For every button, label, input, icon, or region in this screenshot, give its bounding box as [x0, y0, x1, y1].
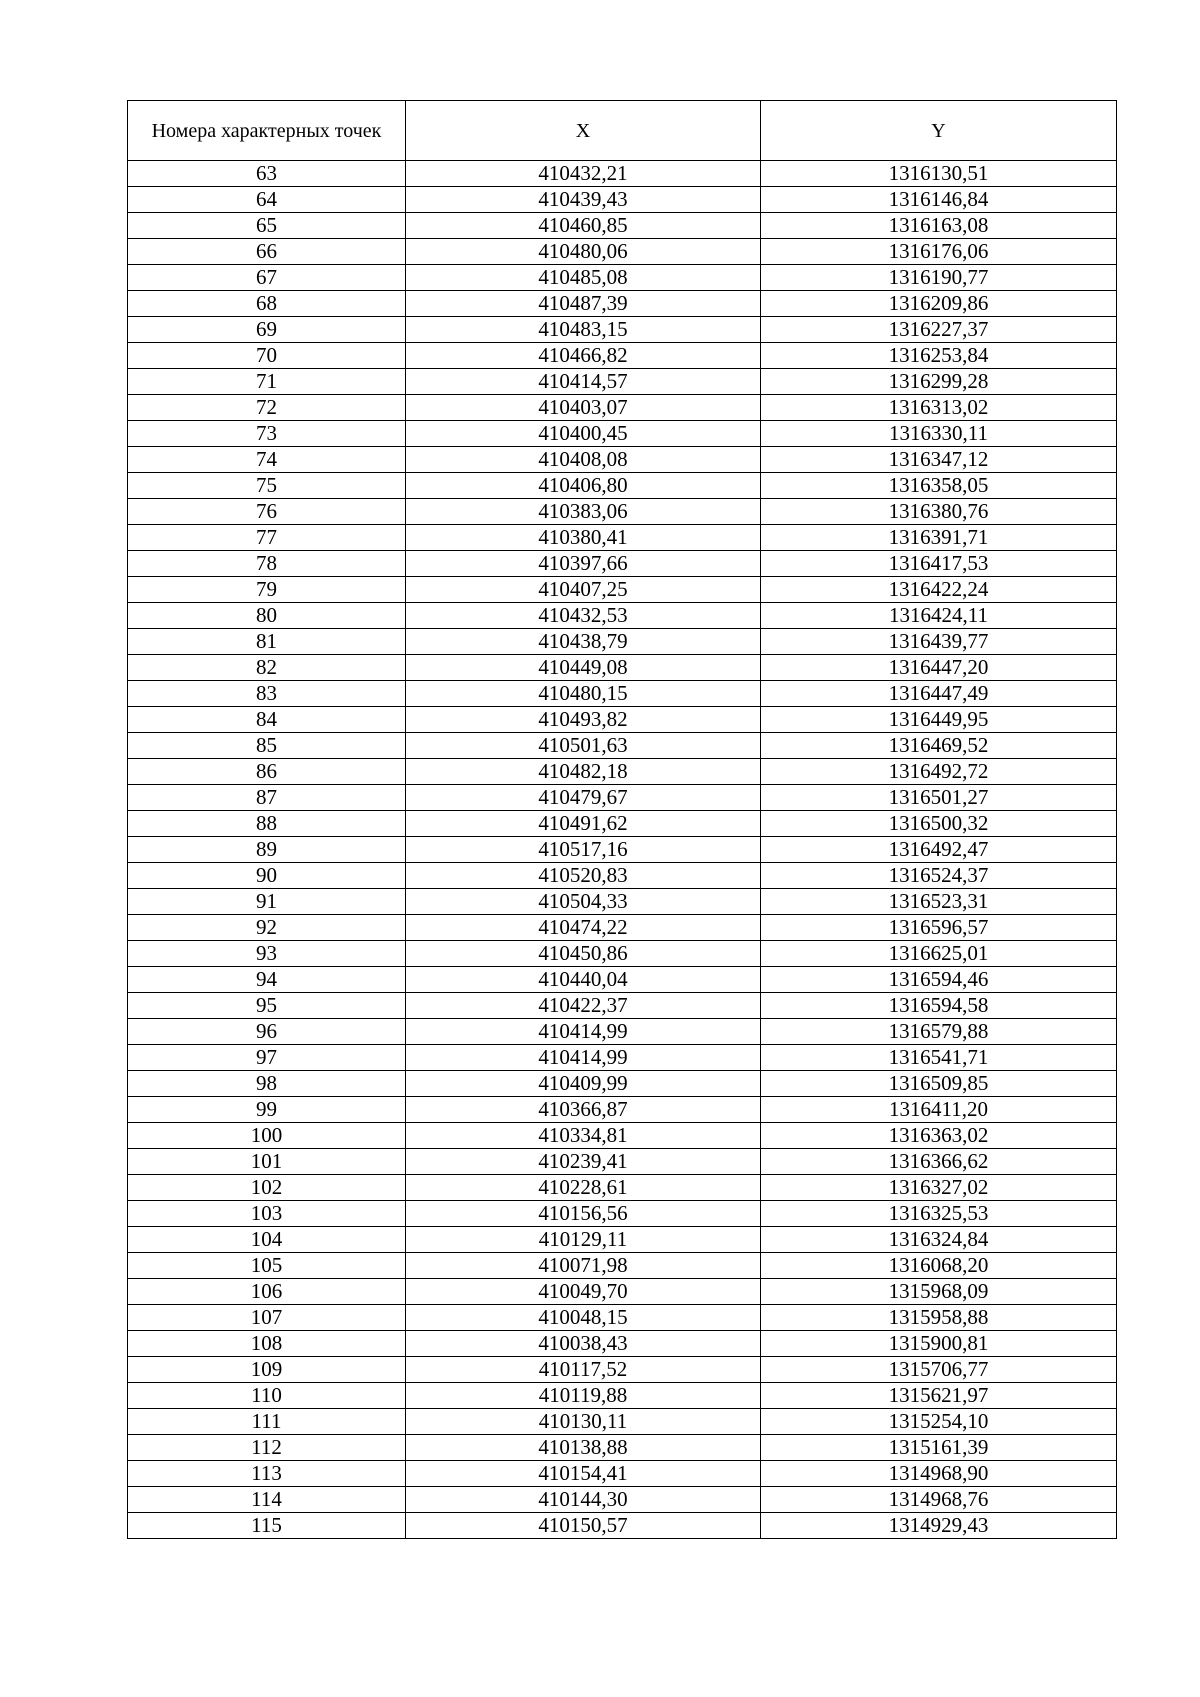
- point-number-cell: 102: [128, 1175, 406, 1201]
- point-number-cell: 85: [128, 733, 406, 759]
- table-row: [128, 759, 1117, 785]
- table-row: [128, 1279, 1117, 1305]
- x-coordinate-cell: 410440,04: [406, 967, 761, 993]
- y-coordinate-cell: 1316469,52: [761, 733, 1117, 759]
- x-coordinate-cell: 410449,08: [406, 655, 761, 681]
- y-coordinate-cell: 1315254,10: [761, 1409, 1117, 1435]
- table-row: [128, 1071, 1117, 1097]
- x-coordinate-cell: 410482,18: [406, 759, 761, 785]
- y-coordinate-cell: 1316363,02: [761, 1123, 1117, 1149]
- table-row: [128, 915, 1117, 941]
- table-row: [128, 733, 1117, 759]
- table-row: [128, 1357, 1117, 1383]
- x-coordinate-cell: 410154,41: [406, 1461, 761, 1487]
- table-row: [128, 447, 1117, 473]
- table-row: [128, 1201, 1117, 1227]
- x-coordinate-cell: 410414,99: [406, 1045, 761, 1071]
- y-coordinate-cell: 1316625,01: [761, 941, 1117, 967]
- table-row: [128, 369, 1117, 395]
- x-coordinate-cell: 410422,37: [406, 993, 761, 1019]
- table-row: [128, 473, 1117, 499]
- y-coordinate-cell: 1316068,20: [761, 1253, 1117, 1279]
- x-coordinate-cell: 410432,21: [406, 161, 761, 187]
- x-coordinate-cell: 410480,15: [406, 681, 761, 707]
- point-number-cell: 76: [128, 499, 406, 525]
- y-coordinate-cell: 1316509,85: [761, 1071, 1117, 1097]
- x-coordinate-cell: 410517,16: [406, 837, 761, 863]
- y-coordinate-cell: 1316523,31: [761, 889, 1117, 915]
- x-coordinate-cell: 410487,39: [406, 291, 761, 317]
- y-coordinate-cell: 1316501,27: [761, 785, 1117, 811]
- x-coordinate-cell: 410228,61: [406, 1175, 761, 1201]
- x-coordinate-cell: 410406,80: [406, 473, 761, 499]
- y-coordinate-cell: 1314929,43: [761, 1513, 1117, 1539]
- x-coordinate-cell: 410156,56: [406, 1201, 761, 1227]
- table-row: [128, 655, 1117, 681]
- table-row: [128, 1487, 1117, 1513]
- point-number-cell: 82: [128, 655, 406, 681]
- table-row: [128, 1227, 1117, 1253]
- point-number-cell: 108: [128, 1331, 406, 1357]
- header-row: [128, 101, 1117, 161]
- point-number-cell: 93: [128, 941, 406, 967]
- table-row: [128, 499, 1117, 525]
- table-row: [128, 863, 1117, 889]
- table-row: [128, 239, 1117, 265]
- x-coordinate-cell: 410048,15: [406, 1305, 761, 1331]
- table-row: [128, 577, 1117, 603]
- x-coordinate-cell: 410366,87: [406, 1097, 761, 1123]
- x-coordinate-cell: 410380,41: [406, 525, 761, 551]
- x-coordinate-cell: 410144,30: [406, 1487, 761, 1513]
- table-row: [128, 837, 1117, 863]
- y-coordinate-cell: 1316447,20: [761, 655, 1117, 681]
- x-coordinate-cell: 410520,83: [406, 863, 761, 889]
- point-number-cell: 72: [128, 395, 406, 421]
- table-row: [128, 1123, 1117, 1149]
- x-coordinate-cell: 410479,67: [406, 785, 761, 811]
- point-number-cell: 105: [128, 1253, 406, 1279]
- x-coordinate-cell: 410432,53: [406, 603, 761, 629]
- point-number-cell: 64: [128, 187, 406, 213]
- x-coordinate-cell: 410493,82: [406, 707, 761, 733]
- x-coordinate-cell: 410334,81: [406, 1123, 761, 1149]
- point-number-cell: 79: [128, 577, 406, 603]
- point-number-cell: 100: [128, 1123, 406, 1149]
- x-coordinate-cell: 410383,06: [406, 499, 761, 525]
- x-coordinate-cell: 410414,99: [406, 1019, 761, 1045]
- x-coordinate-cell: 410397,66: [406, 551, 761, 577]
- point-number-cell: 70: [128, 343, 406, 369]
- point-number-cell: 69: [128, 317, 406, 343]
- y-coordinate-cell: 1316227,37: [761, 317, 1117, 343]
- x-coordinate-cell: 410501,63: [406, 733, 761, 759]
- table-row: [128, 707, 1117, 733]
- y-coordinate-cell: 1316594,46: [761, 967, 1117, 993]
- table-row: [128, 551, 1117, 577]
- y-coordinate-cell: 1316325,53: [761, 1201, 1117, 1227]
- table-row: [128, 1149, 1117, 1175]
- table-row: [128, 1253, 1117, 1279]
- point-number-cell: 73: [128, 421, 406, 447]
- point-number-cell: 95: [128, 993, 406, 1019]
- x-coordinate-cell: 410485,08: [406, 265, 761, 291]
- table-row: [128, 681, 1117, 707]
- table-row: [128, 525, 1117, 551]
- table-row: [128, 1383, 1117, 1409]
- point-number-cell: 68: [128, 291, 406, 317]
- table-row: [128, 421, 1117, 447]
- y-coordinate-cell: 1314968,76: [761, 1487, 1117, 1513]
- point-number-cell: 98: [128, 1071, 406, 1097]
- y-coordinate-cell: 1314968,90: [761, 1461, 1117, 1487]
- point-number-cell: 71: [128, 369, 406, 395]
- point-number-cell: 97: [128, 1045, 406, 1071]
- x-coordinate-cell: 410150,57: [406, 1513, 761, 1539]
- point-number-cell: 114: [128, 1487, 406, 1513]
- x-coordinate-cell: 410138,88: [406, 1435, 761, 1461]
- point-number-cell: 88: [128, 811, 406, 837]
- y-coordinate-cell: 1316439,77: [761, 629, 1117, 655]
- table-header: [128, 101, 1117, 161]
- x-coordinate-cell: 410414,57: [406, 369, 761, 395]
- x-coordinate-cell: 410438,79: [406, 629, 761, 655]
- y-coordinate-cell: 1315161,39: [761, 1435, 1117, 1461]
- table-row: [128, 811, 1117, 837]
- y-coordinate-cell: 1315706,77: [761, 1357, 1117, 1383]
- x-coordinate-cell: 410071,98: [406, 1253, 761, 1279]
- x-coordinate-cell: 410480,06: [406, 239, 761, 265]
- table-row: [128, 265, 1117, 291]
- y-coordinate-cell: 1316358,05: [761, 473, 1117, 499]
- y-coordinate-cell: 1316411,20: [761, 1097, 1117, 1123]
- point-number-cell: 110: [128, 1383, 406, 1409]
- point-number-cell: 74: [128, 447, 406, 473]
- point-number-cell: 107: [128, 1305, 406, 1331]
- x-coordinate-cell: 410439,43: [406, 187, 761, 213]
- y-coordinate-cell: 1316253,84: [761, 343, 1117, 369]
- y-coordinate-cell: 1315958,88: [761, 1305, 1117, 1331]
- x-coordinate-cell: 410049,70: [406, 1279, 761, 1305]
- point-number-cell: 99: [128, 1097, 406, 1123]
- point-number-cell: 75: [128, 473, 406, 499]
- y-coordinate-cell: 1316163,08: [761, 213, 1117, 239]
- y-coordinate-cell: 1316391,71: [761, 525, 1117, 551]
- table-row: [128, 1097, 1117, 1123]
- point-number-cell: 113: [128, 1461, 406, 1487]
- point-number-cell: 78: [128, 551, 406, 577]
- table-row: [128, 1435, 1117, 1461]
- x-coordinate-cell: 410400,45: [406, 421, 761, 447]
- x-coordinate-cell: 410407,25: [406, 577, 761, 603]
- point-number-cell: 115: [128, 1513, 406, 1539]
- table-row: [128, 161, 1117, 187]
- x-coordinate-cell: 410466,82: [406, 343, 761, 369]
- y-coordinate-cell: 1316447,49: [761, 681, 1117, 707]
- point-number-cell: 65: [128, 213, 406, 239]
- point-number-cell: 77: [128, 525, 406, 551]
- point-number-cell: 89: [128, 837, 406, 863]
- point-number-cell: 91: [128, 889, 406, 915]
- table-row: [128, 889, 1117, 915]
- y-coordinate-cell: 1316594,58: [761, 993, 1117, 1019]
- point-number-cell: 86: [128, 759, 406, 785]
- table-row: [128, 1175, 1117, 1201]
- point-number-cell: 66: [128, 239, 406, 265]
- x-coordinate-cell: 410504,33: [406, 889, 761, 915]
- header-y: Y: [761, 101, 1117, 161]
- table-row: [128, 213, 1117, 239]
- table-row: [128, 1331, 1117, 1357]
- table-row: [128, 343, 1117, 369]
- y-coordinate-cell: 1316380,76: [761, 499, 1117, 525]
- y-coordinate-cell: 1316209,86: [761, 291, 1117, 317]
- point-number-cell: 112: [128, 1435, 406, 1461]
- point-number-cell: 111: [128, 1409, 406, 1435]
- point-number-cell: 90: [128, 863, 406, 889]
- coordinates-table: [127, 100, 1117, 1539]
- y-coordinate-cell: 1316524,37: [761, 863, 1117, 889]
- y-coordinate-cell: 1316596,57: [761, 915, 1117, 941]
- x-coordinate-cell: 410129,11: [406, 1227, 761, 1253]
- x-coordinate-cell: 410239,41: [406, 1149, 761, 1175]
- table-body: [128, 161, 1117, 1539]
- y-coordinate-cell: 1316324,84: [761, 1227, 1117, 1253]
- table-row: [128, 1045, 1117, 1071]
- y-coordinate-cell: 1316146,84: [761, 187, 1117, 213]
- point-number-cell: 92: [128, 915, 406, 941]
- table-row: [128, 629, 1117, 655]
- table-row: [128, 317, 1117, 343]
- y-coordinate-cell: 1316130,51: [761, 161, 1117, 187]
- point-number-cell: 104: [128, 1227, 406, 1253]
- point-number-cell: 96: [128, 1019, 406, 1045]
- x-coordinate-cell: 410038,43: [406, 1331, 761, 1357]
- table-row: [128, 291, 1117, 317]
- point-number-cell: 84: [128, 707, 406, 733]
- table-row: [128, 967, 1117, 993]
- point-number-cell: 67: [128, 265, 406, 291]
- y-coordinate-cell: 1316299,28: [761, 369, 1117, 395]
- y-coordinate-cell: 1315621,97: [761, 1383, 1117, 1409]
- point-number-cell: 63: [128, 161, 406, 187]
- point-number-cell: 81: [128, 629, 406, 655]
- table-row: [128, 1513, 1117, 1539]
- y-coordinate-cell: 1316327,02: [761, 1175, 1117, 1201]
- y-coordinate-cell: 1316492,47: [761, 837, 1117, 863]
- point-number-cell: 80: [128, 603, 406, 629]
- point-number-cell: 109: [128, 1357, 406, 1383]
- point-number-cell: 83: [128, 681, 406, 707]
- table-row: [128, 1461, 1117, 1487]
- x-coordinate-cell: 410403,07: [406, 395, 761, 421]
- y-coordinate-cell: 1315900,81: [761, 1331, 1117, 1357]
- x-coordinate-cell: 410408,08: [406, 447, 761, 473]
- table-row: [128, 395, 1117, 421]
- header-x: X: [406, 101, 761, 161]
- point-number-cell: 101: [128, 1149, 406, 1175]
- x-coordinate-cell: 410491,62: [406, 811, 761, 837]
- y-coordinate-cell: 1316541,71: [761, 1045, 1117, 1071]
- x-coordinate-cell: 410450,86: [406, 941, 761, 967]
- y-coordinate-cell: 1316366,62: [761, 1149, 1117, 1175]
- x-coordinate-cell: 410483,15: [406, 317, 761, 343]
- y-coordinate-cell: 1316330,11: [761, 421, 1117, 447]
- table-row: [128, 1019, 1117, 1045]
- point-number-cell: 94: [128, 967, 406, 993]
- y-coordinate-cell: 1316579,88: [761, 1019, 1117, 1045]
- table-row: [128, 187, 1117, 213]
- table-row: [128, 1305, 1117, 1331]
- y-coordinate-cell: 1316190,77: [761, 265, 1117, 291]
- point-number-cell: 87: [128, 785, 406, 811]
- x-coordinate-cell: 410460,85: [406, 213, 761, 239]
- y-coordinate-cell: 1316176,06: [761, 239, 1117, 265]
- y-coordinate-cell: 1315968,09: [761, 1279, 1117, 1305]
- y-coordinate-cell: 1316424,11: [761, 603, 1117, 629]
- y-coordinate-cell: 1316347,12: [761, 447, 1117, 473]
- x-coordinate-cell: 410474,22: [406, 915, 761, 941]
- table-row: [128, 785, 1117, 811]
- y-coordinate-cell: 1316417,53: [761, 551, 1117, 577]
- y-coordinate-cell: 1316449,95: [761, 707, 1117, 733]
- x-coordinate-cell: 410130,11: [406, 1409, 761, 1435]
- y-coordinate-cell: 1316492,72: [761, 759, 1117, 785]
- x-coordinate-cell: 410117,52: [406, 1357, 761, 1383]
- x-coordinate-cell: 410119,88: [406, 1383, 761, 1409]
- header-point-number: Номера характерных точек: [128, 101, 406, 161]
- point-number-cell: 106: [128, 1279, 406, 1305]
- y-coordinate-cell: 1316422,24: [761, 577, 1117, 603]
- table-row: [128, 603, 1117, 629]
- y-coordinate-cell: 1316313,02: [761, 395, 1117, 421]
- table-row: [128, 993, 1117, 1019]
- point-number-cell: 103: [128, 1201, 406, 1227]
- table-row: [128, 941, 1117, 967]
- y-coordinate-cell: 1316500,32: [761, 811, 1117, 837]
- x-coordinate-cell: 410409,99: [406, 1071, 761, 1097]
- table-row: [128, 1409, 1117, 1435]
